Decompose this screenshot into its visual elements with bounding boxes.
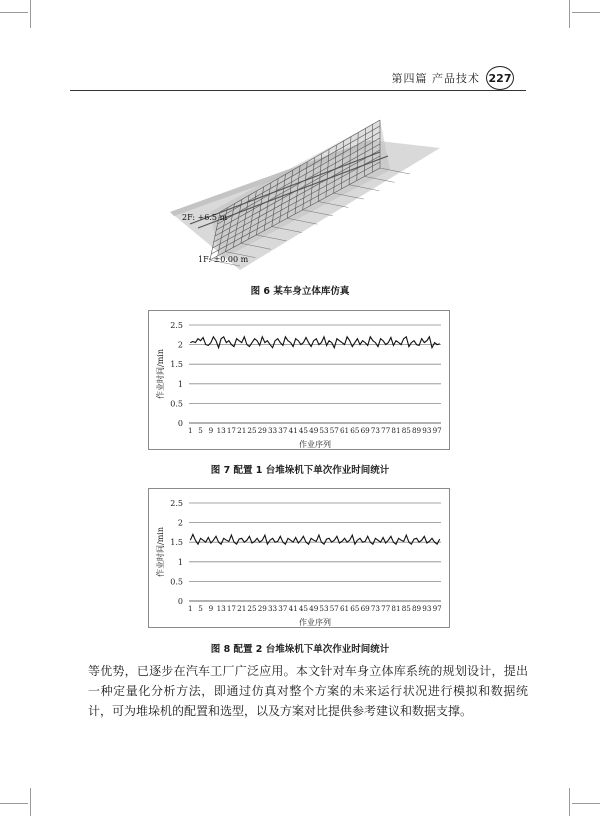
- x-tick-label: 29: [257, 426, 267, 435]
- header-rule: [70, 90, 526, 91]
- y-tick-label: 0.5: [170, 399, 183, 409]
- x-tick-label: 89: [411, 604, 422, 613]
- x-tick-label: 45: [298, 604, 309, 613]
- x-tick-label: 85: [401, 426, 411, 435]
- x-tick-label: 73: [370, 604, 381, 613]
- x-tick-label: 17: [226, 426, 237, 435]
- crop-mark: [569, 788, 570, 816]
- body-paragraph: 等优势，已逐步在汽车工厂广泛应用。本文针对车身立体库系统的规划设计，提出一种定量化分析方法，即通过仿真对整个方案的未来运行状况进行模拟和数据统计，可为堆垛机的配置和选型，以及方案对比提供参考建议和数据支撑。: [88, 664, 528, 718]
- storage-rack-render: [170, 100, 440, 272]
- chart-frame-2: [148, 488, 450, 628]
- x-tick-label: 37: [278, 604, 288, 613]
- x-axis-label: 作业序列: [299, 440, 331, 449]
- y-tick-label: 1: [177, 379, 183, 389]
- x-tick-label: 41: [288, 604, 298, 613]
- x-tick-label: 81: [391, 604, 401, 613]
- y-tick-label: 1: [177, 557, 183, 567]
- running-title: 第四篇 产品技术: [391, 72, 480, 85]
- running-header: [392, 66, 515, 90]
- x-tick-label: 77: [381, 426, 391, 435]
- x-tick-label: 21: [237, 604, 247, 613]
- x-tick-label: 61: [339, 604, 350, 613]
- y-axis-label: 作业时间/min: [156, 527, 165, 577]
- page-number: 227: [486, 66, 514, 90]
- x-tick-label: 25: [247, 426, 257, 435]
- y-tick-label: 2: [177, 340, 183, 350]
- y-tick-label: 0: [177, 597, 183, 606]
- x-tick-label: 69: [360, 604, 370, 613]
- x-tick-label: 65: [350, 604, 360, 613]
- crop-mark: [30, 0, 31, 28]
- x-tick-label: 1: [187, 604, 193, 613]
- y-tick-label: 1.5: [170, 538, 183, 548]
- x-tick-label: 61: [339, 426, 350, 435]
- crop-mark: [572, 12, 600, 13]
- y-axis-label: 作业时间/min: [156, 349, 165, 399]
- figure-8-caption: 图 8 配置 2 台堆垛机下单次作业时间统计: [210, 644, 390, 655]
- x-tick-label: 73: [370, 426, 381, 435]
- x-tick-label: 1: [187, 426, 193, 435]
- series-line: [190, 534, 439, 544]
- crop-mark: [0, 803, 28, 804]
- x-tick-label: 89: [411, 426, 422, 435]
- x-tick-label: 13: [216, 604, 226, 613]
- crop-mark: [0, 12, 28, 13]
- floor-label-1f: 1F: ±0.00 m: [198, 255, 249, 264]
- x-tick-label: 57: [329, 604, 339, 613]
- x-tick-label: 77: [381, 604, 391, 613]
- x-tick-label: 85: [401, 604, 411, 613]
- chart-frame-1: [148, 310, 450, 450]
- x-tick-label: 41: [288, 426, 298, 435]
- figure-7-caption: 图 7 配置 1 台堆垛机下单次作业时间统计: [210, 465, 390, 476]
- x-tick-label: 97: [432, 426, 442, 435]
- x-tick-label: 17: [226, 604, 237, 613]
- x-tick-label: 57: [329, 426, 339, 435]
- x-axis-label: 作业序列: [299, 618, 331, 627]
- x-tick-label: 33: [267, 604, 278, 613]
- x-tick-label: 69: [360, 426, 370, 435]
- y-tick-label: 1.5: [170, 360, 183, 370]
- x-tick-label: 13: [216, 426, 226, 435]
- x-tick-label: 49: [309, 426, 319, 435]
- x-tick-label: 81: [391, 426, 401, 435]
- crop-mark: [569, 0, 570, 28]
- x-tick-label: 5: [198, 426, 203, 435]
- x-tick-label: 33: [267, 426, 278, 435]
- floor-label-2f: 2F: +6.5 m: [182, 213, 228, 222]
- y-tick-label: 2.5: [170, 499, 183, 508]
- x-tick-label: 65: [350, 426, 360, 435]
- x-tick-label: 5: [198, 604, 203, 613]
- crop-mark: [30, 788, 31, 816]
- x-tick-label: 9: [208, 426, 214, 435]
- y-tick-label: 0: [177, 419, 183, 428]
- x-tick-label: 93: [422, 426, 432, 435]
- x-tick-label: 93: [422, 604, 432, 613]
- x-tick-label: 45: [298, 426, 309, 435]
- x-tick-label: 29: [257, 604, 267, 613]
- y-tick-label: 2.5: [170, 321, 183, 330]
- x-tick-label: 97: [432, 604, 442, 613]
- y-tick-label: 2: [177, 518, 183, 528]
- x-tick-label: 9: [208, 604, 214, 613]
- x-tick-label: 21: [237, 426, 247, 435]
- x-tick-label: 49: [309, 604, 319, 613]
- crop-mark: [572, 803, 600, 804]
- y-tick-label: 0.5: [170, 577, 183, 587]
- x-tick-label: 53: [319, 604, 329, 613]
- series-line: [190, 337, 439, 348]
- chart-1: [149, 311, 449, 449]
- figure-6-caption: 图 6 某车身立体库仿真: [250, 286, 350, 297]
- x-tick-label: 25: [247, 604, 257, 613]
- chart-2: [149, 489, 449, 627]
- x-tick-label: 37: [278, 426, 288, 435]
- x-tick-label: 53: [319, 426, 329, 435]
